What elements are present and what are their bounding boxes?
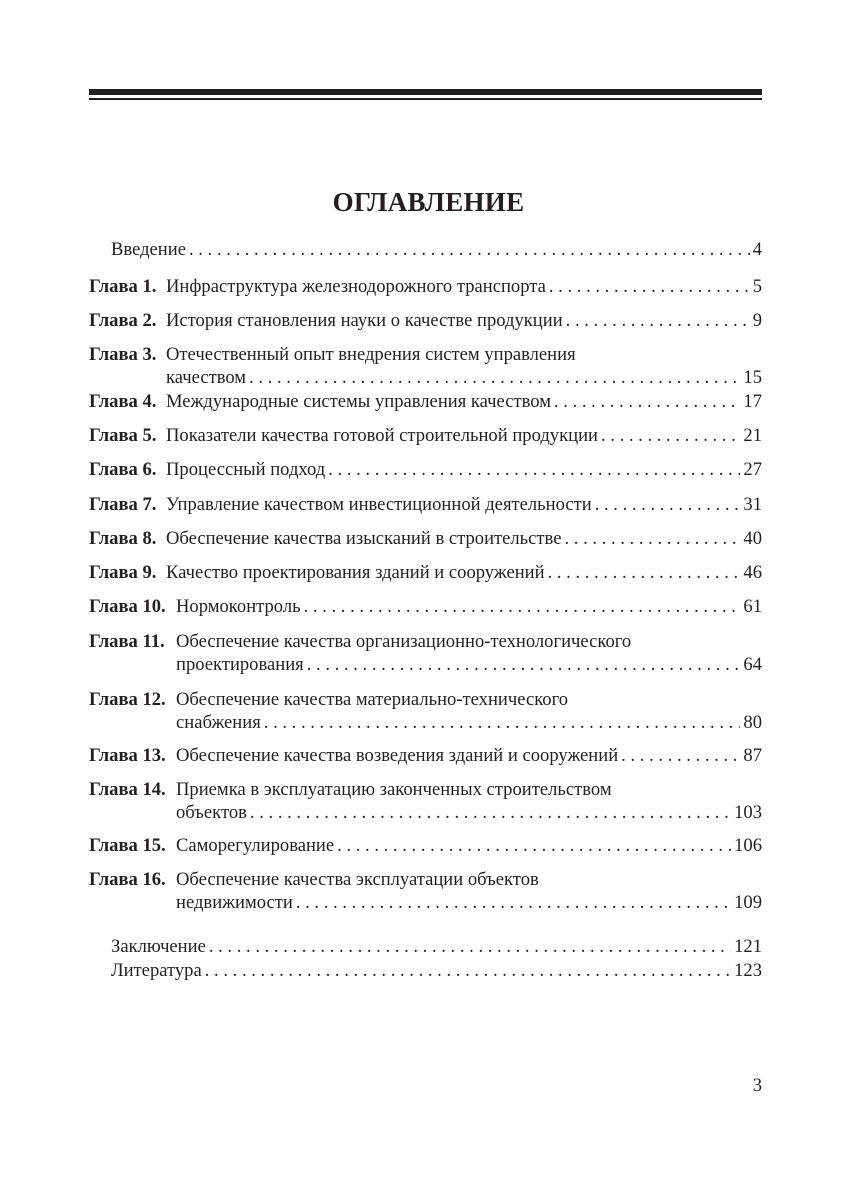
toc-entry[interactable] xyxy=(89,561,762,584)
leader-dots xyxy=(601,424,740,447)
entry-title: Приемка в эксплуатацию законченных строительством xyxy=(176,779,612,800)
entry-page-number: 103 xyxy=(734,802,762,823)
entry-title: Процессный подход xyxy=(166,459,326,480)
toc-entry[interactable] xyxy=(89,527,762,550)
entry-page-number: 46 xyxy=(743,562,762,583)
entry-title: Заключение xyxy=(111,936,206,957)
leader-dots xyxy=(621,744,740,767)
entry-page-number: 61 xyxy=(743,596,762,617)
entry-title: качеством xyxy=(166,367,247,388)
chapter-label: Глава 11. xyxy=(89,631,165,652)
leader-dots xyxy=(307,653,741,676)
entry-title: Нормоконтроль xyxy=(176,596,301,617)
toc-entry[interactable] xyxy=(89,343,762,389)
entry-title: проектирования xyxy=(176,654,304,675)
top-rule-thin xyxy=(89,98,762,100)
entry-title: Саморегулирование xyxy=(176,835,335,856)
page-title: ОГЛАВЛЕНИЕ xyxy=(332,187,525,217)
toc-entry[interactable] xyxy=(89,778,762,824)
entry-page-number: 109 xyxy=(734,892,762,913)
entry-page-number: 27 xyxy=(743,459,762,480)
entry-title: Качество проектирования зданий и сооружений xyxy=(166,562,545,583)
entry-title: Инфраструктура железнодорожного транспорта xyxy=(166,276,546,297)
entry-title: Обеспечение качества материально-технического xyxy=(176,689,569,710)
toc-entry[interactable] xyxy=(89,493,762,516)
leader-dots xyxy=(250,801,731,824)
leader-dots xyxy=(264,711,741,734)
chapter-label: Глава 4. xyxy=(89,391,157,412)
entry-title: Обеспечение качества эксплуатации объектов xyxy=(176,869,539,890)
toc-entry[interactable] xyxy=(89,868,762,914)
entry-page-number: 123 xyxy=(734,960,762,981)
leader-dots xyxy=(566,309,750,332)
entry-title: Обеспечение качества организационно-технологического xyxy=(176,631,632,652)
entry-page-number: 9 xyxy=(752,310,762,331)
leader-dots xyxy=(205,959,731,982)
entry-title: Обеспечение качества возведения зданий и сооружений xyxy=(176,745,619,766)
chapter-label: Глава 6. xyxy=(89,459,157,480)
toc-entry[interactable] xyxy=(89,458,762,481)
chapter-label: Глава 15. xyxy=(89,835,166,856)
chapter-label: Глава 5. xyxy=(89,425,157,446)
entry-page-number: 64 xyxy=(743,654,762,675)
chapter-label: Глава 9. xyxy=(89,562,157,583)
entry-title: Обеспечение качества изысканий в строительстве xyxy=(166,528,562,549)
leader-dots xyxy=(304,595,741,618)
chapter-label: Глава 12. xyxy=(89,689,166,710)
toc-entry[interactable] xyxy=(89,595,762,618)
chapter-label: Глава 7. xyxy=(89,494,157,515)
entry-title: Показатели качества готовой строительной продукции xyxy=(166,425,598,446)
toc-entry[interactable] xyxy=(89,959,762,982)
leader-dots xyxy=(549,275,750,298)
entry-title: Введение xyxy=(111,239,186,260)
toc-entry[interactable] xyxy=(89,390,762,413)
leader-dots xyxy=(296,891,731,914)
toc-entry[interactable] xyxy=(89,688,762,734)
leader-dots xyxy=(249,366,740,389)
toc-entry[interactable] xyxy=(89,744,762,767)
page-number: 3 xyxy=(752,1075,762,1096)
toc-entry[interactable] xyxy=(89,630,762,676)
entry-title: снабжения xyxy=(176,712,261,733)
entry-page-number: 87 xyxy=(743,745,762,766)
leader-dots xyxy=(209,935,731,958)
entry-title: Литература xyxy=(111,960,202,981)
leader-dots xyxy=(328,458,740,481)
leader-dots xyxy=(548,561,741,584)
chapter-label: Глава 1. xyxy=(89,276,157,297)
toc-entry[interactable] xyxy=(89,935,762,958)
entry-page-number: 31 xyxy=(743,494,762,515)
entry-page-number: 15 xyxy=(743,367,762,388)
entry-page-number: 121 xyxy=(734,936,762,957)
entry-title: Управление качеством инвестиционной деятельности xyxy=(166,494,592,515)
toc-entry[interactable] xyxy=(89,424,762,447)
chapter-label: Глава 2. xyxy=(89,310,157,331)
chapter-label: Глава 13. xyxy=(89,745,166,766)
entry-title: История становления науки о качестве продукции xyxy=(166,310,563,331)
leader-dots xyxy=(564,527,740,550)
chapter-label: Глава 3. xyxy=(89,344,157,365)
leader-dots xyxy=(337,834,731,857)
toc-entry[interactable] xyxy=(89,309,762,332)
entry-title: объектов xyxy=(176,802,247,823)
entry-page-number: 21 xyxy=(743,425,762,446)
entry-title: Международные системы управления качеством xyxy=(166,391,551,412)
entry-page-number: 106 xyxy=(734,835,762,856)
leader-dots xyxy=(554,390,740,413)
chapter-label: Глава 10. xyxy=(89,596,166,617)
toc-entry[interactable] xyxy=(89,275,762,298)
entry-title: недвижимости xyxy=(176,892,293,913)
entry-page-number: 4 xyxy=(752,239,762,260)
entry-title: Отечественный опыт внедрения систем управления xyxy=(166,344,576,365)
leader-dots xyxy=(595,493,741,516)
entry-page-number: 5 xyxy=(752,276,762,297)
entry-page-number: 80 xyxy=(743,712,762,733)
toc-entry[interactable] xyxy=(89,834,762,857)
entry-page-number: 17 xyxy=(743,391,762,412)
toc-entry[interactable] xyxy=(89,238,762,261)
top-rule-thick xyxy=(89,89,762,95)
chapter-label: Глава 16. xyxy=(89,869,166,890)
entry-page-number: 40 xyxy=(743,528,762,549)
chapter-label: Глава 8. xyxy=(89,528,157,549)
leader-dots xyxy=(189,238,750,261)
chapter-label: Глава 14. xyxy=(89,779,166,800)
